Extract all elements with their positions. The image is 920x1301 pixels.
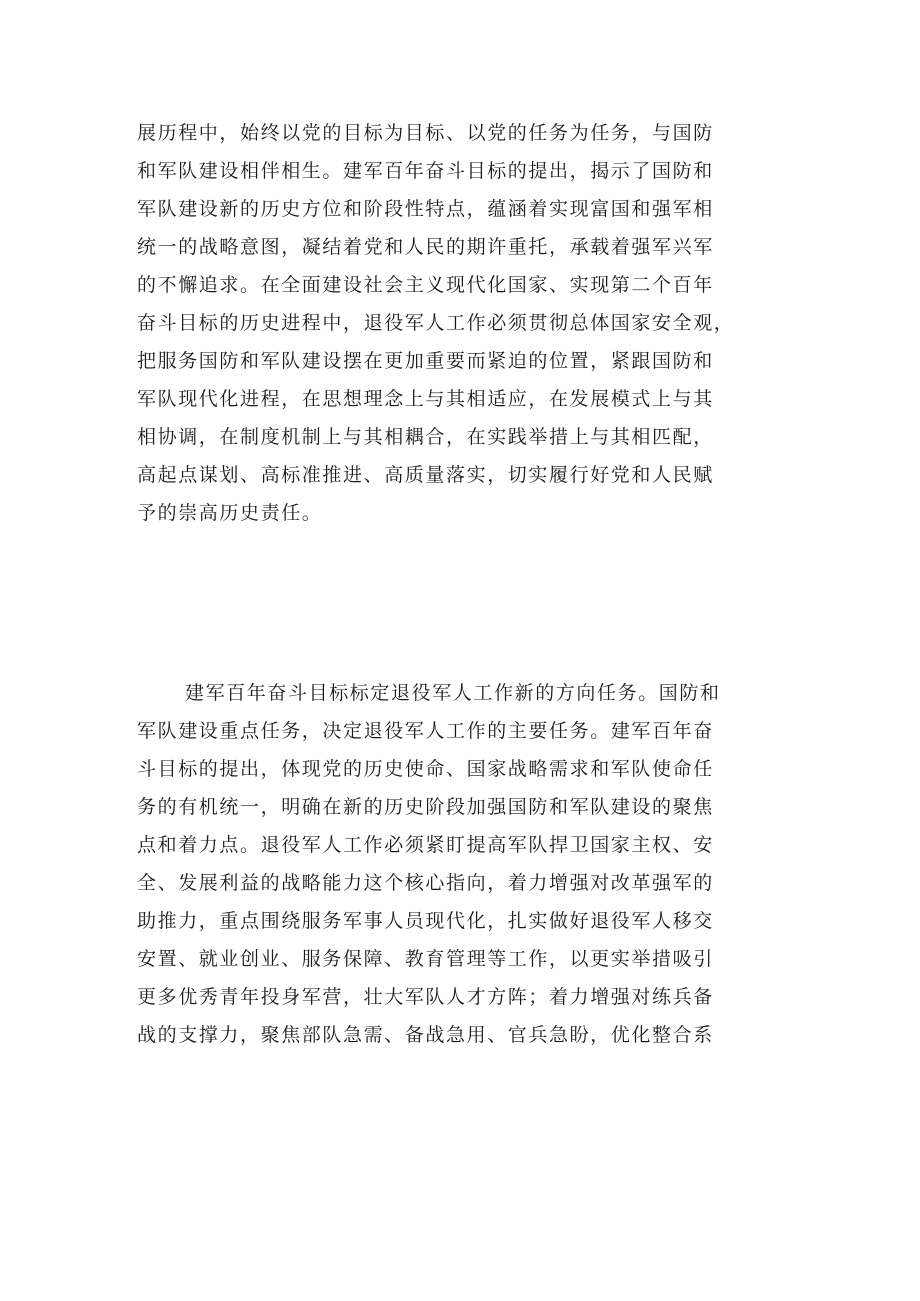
text-line: 军队建设重点任务，决定退役军人工作的主要任务。建军百年奋 <box>137 720 714 742</box>
text-line: 相协调，在制度机制上与其相耦合，在实践举措上与其相匹配， <box>137 426 714 448</box>
text-line: 务的有机统一，明确在新的历史阶段加强国防和军队建设的聚焦 <box>137 796 714 818</box>
text-line: 战的支撑力，聚焦部队急需、备战急用、官兵急盼，优化整合系 <box>137 1024 714 1046</box>
paragraph <box>137 114 797 532</box>
text-line: 全、发展利益的战略能力这个核心指向，着力增强对改革强军的 <box>137 872 714 894</box>
text-line: 把服务国防和军队建设摆在更加重要而紧迫的位置，紧跟国防和 <box>137 350 714 372</box>
text-line: 统一的战略意图，凝结着党和人民的期许重托，承载着强军兴军 <box>137 236 714 258</box>
text-line: 安置、就业创业、服务保障、教育管理等工作，以更实举措吸引 <box>137 948 714 970</box>
text-line: 点和着力点。退役军人工作必须紧盯提高军队捍卫国家主权、安 <box>137 834 714 856</box>
text-line: 展历程中，始终以党的目标为目标、以党的任务为任务，与国防 <box>137 122 714 144</box>
text-line: 更多优秀青年投身军营，壮大军队人才方阵；着力增强对练兵备 <box>137 986 714 1008</box>
text-line: 奋斗目标的历史进程中，退役军人工作必须贯彻总体国家安全观， <box>137 312 735 334</box>
paragraph <box>137 674 797 1054</box>
text-line: 予的崇高历史责任。 <box>137 502 323 524</box>
text-line: 助推力，重点围绕服务军事人员现代化，扎实做好退役军人移交 <box>137 910 714 932</box>
text-line: 和军队建设相伴相生。建军百年奋斗目标的提出，揭示了国防和 <box>137 160 714 182</box>
text-line: 高起点谋划、高标准推进、高质量落实，切实履行好党和人民赋 <box>137 464 714 486</box>
text-line: 军队现代化进程，在思想理念上与其相适应，在发展模式上与其 <box>137 388 714 410</box>
text-line: 建军百年奋斗目标标定退役军人工作新的方向任务。国防和 <box>185 682 721 704</box>
text-line: 军队建设新的历史方位和阶段性特点，蕴涵着实现富国和强军相 <box>137 198 714 220</box>
text-line: 斗目标的提出，体现党的历史使命、国家战略需求和军队使命任 <box>137 758 714 780</box>
text-line: 的不懈追求。在全面建设社会主义现代化国家、实现第二个百年 <box>137 274 714 296</box>
